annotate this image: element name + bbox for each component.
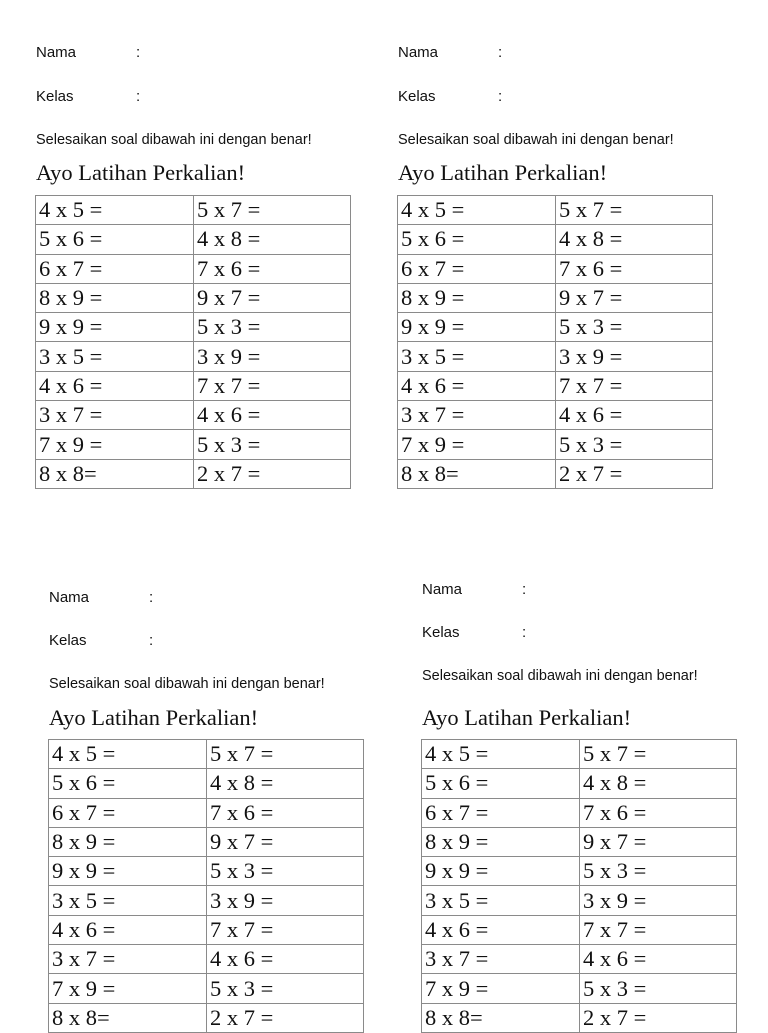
problem-cell-right: 5 x 3 = [207,974,364,1003]
problem-cell-left: 6 x 7 = [49,798,207,827]
problem-cell-right: 5 x 3 = [580,857,737,886]
table-row [398,371,713,400]
class-colon: : [149,632,154,649]
problem-cell-right: 7 x 7 = [194,371,351,400]
problem-cell-left: 9 x 9 = [36,313,194,342]
table-row [49,945,364,974]
table-row [36,283,351,312]
problem-cell-right: 5 x 7 = [194,196,351,225]
problem-cell-left: 6 x 7 = [422,798,580,827]
problem-cell-left: 8 x 8= [398,459,556,488]
problem-cell-left: 6 x 7 = [36,254,194,283]
problem-cell-right: 3 x 9 = [207,886,364,915]
table-row [36,371,351,400]
worksheet-title: Ayo Latihan Perkalian! [49,705,259,730]
problem-cell-right: 3 x 9 = [194,342,351,371]
table-row [36,225,351,254]
name-colon: : [498,44,503,61]
problem-cell-left: 5 x 6 = [422,769,580,798]
problem-cell-left: 7 x 9 = [49,974,207,1003]
problem-cell-right: 4 x 6 = [556,401,713,430]
worksheet-title: Ayo Latihan Perkalian! [422,705,632,730]
class-label: Kelas [36,88,74,105]
problem-cell-right: 4 x 6 = [580,945,737,974]
problem-cell-right: 7 x 7 = [207,915,364,944]
problem-cell-left: 3 x 7 = [36,401,194,430]
table-row [398,342,713,371]
problem-cell-right: 4 x 8 = [207,769,364,798]
problem-cell-left: 4 x 5 = [422,740,580,769]
table-row [422,886,737,915]
problem-cell-right: 7 x 6 = [194,254,351,283]
table-row [49,740,364,769]
problem-cell-right: 5 x 3 = [556,430,713,459]
table-row [49,915,364,944]
class-field [398,88,503,106]
problem-cell-left: 9 x 9 = [422,857,580,886]
name-field [49,589,154,607]
problem-cell-left: 6 x 7 = [398,254,556,283]
problem-cell-left: 4 x 5 = [49,740,207,769]
table-row [422,945,737,974]
problem-cell-right: 9 x 7 = [207,827,364,856]
problem-cell-left: 9 x 9 = [398,313,556,342]
problem-cell-left: 4 x 5 = [36,196,194,225]
name-label: Nama [398,44,439,61]
table-row [36,459,351,488]
class-field [422,624,527,642]
table-row [36,254,351,283]
problem-cell-left: 3 x 5 = [49,886,207,915]
table-row [398,459,713,488]
problem-cell-left: 8 x 9 = [49,827,207,856]
problem-cell-right: 2 x 7 = [207,1003,364,1032]
table-row [422,1003,737,1032]
problem-cell-right: 4 x 6 = [207,945,364,974]
name-field [398,44,503,62]
table-row [422,798,737,827]
problem-cell-right: 5 x 3 = [194,430,351,459]
problem-cell-left: 9 x 9 = [49,857,207,886]
class-label: Kelas [422,624,460,641]
problem-cell-left: 3 x 7 = [49,945,207,974]
worksheet-title: Ayo Latihan Perkalian! [398,160,608,185]
problem-cell-right: 5 x 7 = [556,196,713,225]
class-colon: : [498,88,503,105]
problem-cell-right: 3 x 9 = [556,342,713,371]
name-colon: : [522,581,527,598]
problem-cell-left: 3 x 5 = [36,342,194,371]
name-label: Nama [36,44,77,61]
table-row [36,313,351,342]
problem-cell-left: 5 x 6 = [398,225,556,254]
problem-cell-left: 3 x 7 = [398,401,556,430]
problem-cell-right: 5 x 3 = [556,313,713,342]
problem-cell-left: 4 x 6 = [49,915,207,944]
instruction-text: Selesaikan soal dibawah ini dengan benar! [36,132,312,148]
problem-cell-right: 4 x 8 = [194,225,351,254]
table-row [398,225,713,254]
instruction-text: Selesaikan soal dibawah ini dengan benar! [422,668,698,684]
problem-cell-left: 4 x 5 = [398,196,556,225]
name-label: Nama [422,581,463,598]
problem-cell-left: 4 x 6 = [398,371,556,400]
table-row [49,769,364,798]
problem-cell-right: 5 x 3 = [580,974,737,1003]
problem-cell-left: 3 x 7 = [422,945,580,974]
problem-cell-left: 7 x 9 = [398,430,556,459]
class-colon: : [522,624,527,641]
instruction-text: Selesaikan soal dibawah ini dengan benar! [49,676,325,692]
table-row [422,769,737,798]
name-label: Nama [49,589,90,606]
problem-cell-right: 5 x 3 = [194,313,351,342]
problem-cell-right: 7 x 6 = [556,254,713,283]
table-row [49,1003,364,1032]
problem-cell-right: 7 x 7 = [580,915,737,944]
problem-cell-right: 2 x 7 = [580,1003,737,1032]
problem-cell-right: 9 x 7 = [194,283,351,312]
problem-cell-left: 8 x 9 = [398,283,556,312]
problem-cell-left: 4 x 6 = [36,371,194,400]
table-row [49,886,364,915]
name-field [36,44,141,62]
multiplication-table [397,195,713,489]
class-label: Kelas [398,88,436,105]
problem-cell-left: 8 x 9 = [422,827,580,856]
table-row [398,313,713,342]
problem-cell-right: 7 x 6 = [207,798,364,827]
table-row [36,401,351,430]
table-row [398,430,713,459]
problem-cell-left: 5 x 6 = [49,769,207,798]
problem-cell-right: 7 x 6 = [580,798,737,827]
table-row [36,430,351,459]
table-row [422,827,737,856]
problem-cell-right: 4 x 8 = [556,225,713,254]
table-row [49,798,364,827]
table-row [49,974,364,1003]
problem-cell-right: 4 x 8 = [580,769,737,798]
class-colon: : [136,88,141,105]
problem-cell-right: 5 x 3 = [207,857,364,886]
table-row [398,283,713,312]
problem-cell-right: 9 x 7 = [580,827,737,856]
name-field [422,581,527,599]
problem-cell-left: 7 x 9 = [36,430,194,459]
name-colon: : [136,44,141,61]
table-row [422,857,737,886]
problem-cell-left: 3 x 5 = [398,342,556,371]
table-row [36,196,351,225]
table-row [398,196,713,225]
problem-cell-right: 7 x 7 = [556,371,713,400]
problem-cell-right: 2 x 7 = [556,459,713,488]
class-field [49,632,154,650]
worksheet-title: Ayo Latihan Perkalian! [36,160,246,185]
table-row [422,740,737,769]
table-row [422,915,737,944]
table-row [36,342,351,371]
problem-cell-right: 3 x 9 = [580,886,737,915]
multiplication-table [421,739,737,1033]
table-row [49,857,364,886]
problem-cell-left: 8 x 8= [49,1003,207,1032]
problem-cell-left: 8 x 8= [422,1003,580,1032]
problem-cell-left: 3 x 5 = [422,886,580,915]
problem-cell-right: 4 x 6 = [194,401,351,430]
problem-cell-left: 7 x 9 = [422,974,580,1003]
class-label: Kelas [49,632,87,649]
table-row [398,401,713,430]
instruction-text: Selesaikan soal dibawah ini dengan benar! [398,132,674,148]
table-row [49,827,364,856]
problem-cell-right: 2 x 7 = [194,459,351,488]
problem-cell-right: 5 x 7 = [207,740,364,769]
table-row [422,974,737,1003]
multiplication-table [35,195,351,489]
table-row [398,254,713,283]
name-colon: : [149,589,154,606]
problem-cell-left: 5 x 6 = [36,225,194,254]
problem-cell-left: 4 x 6 = [422,915,580,944]
problem-cell-right: 9 x 7 = [556,283,713,312]
problem-cell-left: 8 x 8= [36,459,194,488]
problem-cell-right: 5 x 7 = [580,740,737,769]
class-field [36,88,141,106]
multiplication-table [48,739,364,1033]
problem-cell-left: 8 x 9 = [36,283,194,312]
